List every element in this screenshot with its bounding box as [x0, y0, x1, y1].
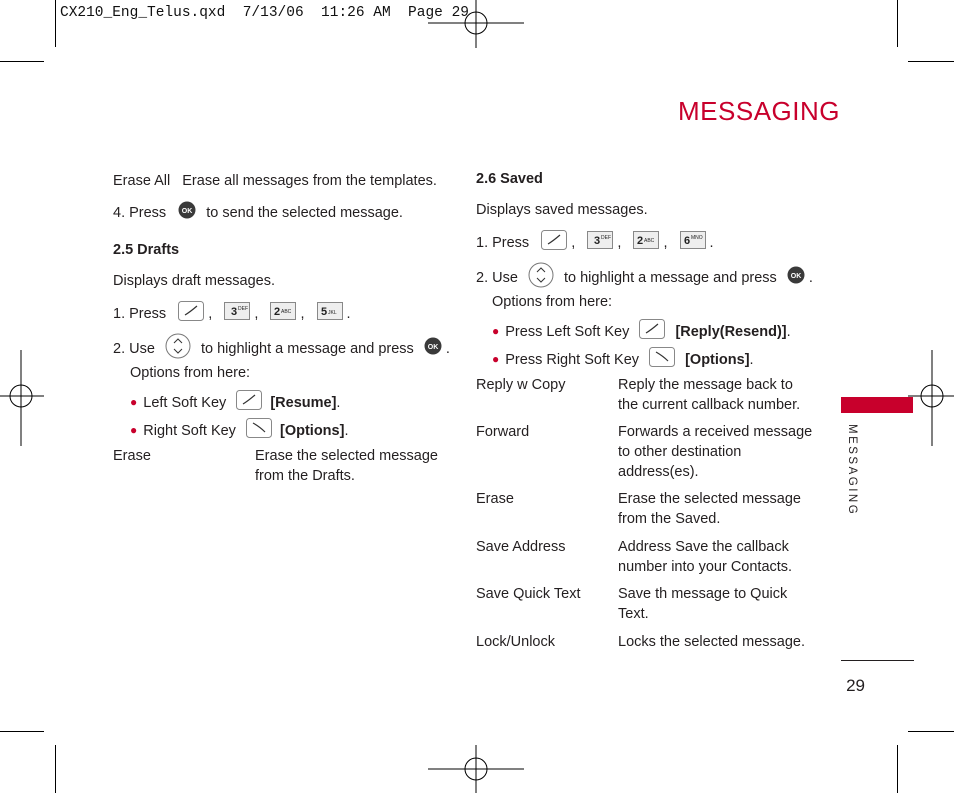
drafts-bullet-1-action: [Resume]	[270, 394, 337, 411]
key-6-digit: 6	[683, 235, 690, 247]
ok-key-icon	[424, 337, 442, 361]
option-label-lock-unlock: Lock/Unlock	[476, 634, 555, 650]
drafts-bullet-2-action: [Options]	[280, 422, 345, 439]
drafts-step-2-mid: to highlight a message and press	[200, 340, 414, 357]
crop-mark	[908, 61, 954, 62]
step-4	[113, 201, 403, 225]
ok-key-label: OK	[427, 344, 439, 351]
drafts-step-1: 1. Press , 3 DEF , 2 ABC , 5 JKL .	[113, 301, 351, 327]
crop-mark	[908, 731, 954, 732]
drafts-erase-desc	[255, 446, 438, 486]
crop-mark	[897, 0, 898, 47]
option-desc-line: Save th message to Quick	[618, 586, 788, 602]
saved-step-1-text: 1. Press	[476, 234, 530, 251]
option-label-save-quick-text: Save Quick Text	[476, 586, 581, 602]
saved-intro: Displays saved messages.	[476, 202, 648, 218]
saved-step-2-text: 2. Use	[476, 269, 518, 286]
key-3-letters: DEF	[238, 306, 249, 312]
drafts-step-2: 2. Use to highlight a message and press OK .	[113, 333, 450, 365]
drafts-heading: 2.5 Drafts	[113, 242, 180, 258]
crop-mark	[897, 745, 898, 793]
left-soft-key-icon	[178, 301, 204, 327]
option-desc-line: Text.	[618, 606, 649, 622]
saved-bullet-1-text: Press Left Soft Key	[505, 323, 630, 340]
page-title: MESSAGING	[678, 96, 840, 126]
bullet-icon: ●	[130, 422, 138, 437]
option-desc-line: Locks the selected message.	[618, 634, 805, 650]
page-number-rule	[841, 660, 914, 661]
option-desc-line: Address Save the callback	[618, 539, 789, 555]
key-2-icon	[633, 231, 659, 255]
option-desc-line: number into your Contacts.	[618, 559, 793, 575]
saved-heading: 2.6 Saved	[476, 171, 543, 187]
crop-mark	[55, 745, 56, 793]
key-5-letters: JKL	[327, 310, 337, 316]
option-label-erase: Erase	[476, 491, 514, 507]
key-3-digit: 3	[231, 306, 238, 318]
ok-key-icon	[787, 266, 805, 290]
key-3-digit: 3	[594, 235, 601, 247]
saved-bullet-2-action: [Options]	[685, 351, 750, 368]
ok-key-label: OK	[181, 208, 193, 215]
option-desc-line: Erase the selected message	[618, 491, 801, 507]
crop-mark	[0, 61, 44, 62]
key-2-icon	[270, 302, 296, 326]
step-4-text: 4. Press	[113, 204, 167, 221]
saved-bullet-1-action: [Reply(Resend)]	[675, 323, 787, 340]
key-6-icon	[680, 231, 706, 255]
crop-mark	[55, 0, 56, 47]
drafts-bullet-2-text: Right Soft Key	[143, 422, 236, 439]
option-label-forward: Forward	[476, 424, 530, 440]
key-5-icon	[317, 302, 343, 326]
ok-key-icon	[178, 201, 196, 225]
key-2-digit: 2	[637, 235, 644, 247]
option-desc-save-address	[618, 537, 792, 577]
key-3-letters: DEF	[601, 235, 612, 241]
option-desc-save-quick-text	[618, 584, 787, 624]
option-desc-erase	[618, 489, 801, 529]
page-number: 29	[846, 676, 865, 695]
drafts-step-2-text: 2. Use	[113, 340, 155, 357]
drafts-bullet-2: ● Right Soft Key [Options].	[130, 418, 348, 444]
option-desc-forward	[618, 422, 812, 482]
right-soft-key-icon	[649, 347, 675, 373]
option-desc-line: to other destination	[618, 444, 742, 460]
bullet-icon: ●	[130, 394, 138, 409]
saved-step-2-mid: to highlight a message and press	[563, 269, 777, 286]
saved-step-1: 1. Press , 3 DEF , 2 ABC , 6 MNO .	[476, 230, 714, 256]
erase-all-desc: Erase all messages from the templates.	[182, 173, 437, 189]
right-soft-key-icon	[246, 418, 272, 444]
key-3-icon	[587, 231, 613, 255]
key-2-letters: ABC	[644, 238, 655, 244]
drafts-bullet-1: ● Left Soft Key [Resume].	[130, 390, 340, 416]
drafts-options-label: Options from here:	[130, 365, 251, 381]
crop-mark	[0, 731, 44, 732]
option-label-save-address: Save Address	[476, 539, 566, 555]
option-desc-lock-unlock	[618, 632, 805, 652]
ok-key-label: OK	[790, 273, 802, 280]
navigation-key-icon	[528, 262, 554, 294]
bullet-icon: ●	[492, 323, 500, 338]
drafts-step-1-text: 1. Press	[113, 305, 167, 322]
erase-all-row	[113, 171, 437, 191]
key-3-icon	[224, 302, 250, 326]
drafts-intro: Displays draft messages.	[113, 273, 275, 289]
registration-mark-left	[0, 350, 44, 446]
option-desc-line: address(es).	[618, 464, 699, 480]
saved-options-label: Options from here:	[492, 294, 613, 310]
left-soft-key-icon	[236, 390, 262, 416]
key-2-digit: 2	[274, 306, 281, 318]
erase-all-label: Erase All	[113, 173, 171, 189]
option-desc-line: Reply the message back to	[618, 377, 793, 393]
key-2-letters: ABC	[281, 309, 292, 315]
file-header: CX210_Eng_Telus.qxd 7/13/06 11:26 AM Page 29	[60, 5, 469, 21]
bullet-icon: ●	[492, 351, 500, 366]
key-6-letters: MNO	[690, 235, 703, 241]
key-5-digit: 5	[320, 306, 327, 318]
option-desc-line: from the Saved.	[618, 511, 721, 527]
saved-bullet-1: ● Press Left Soft Key [Reply(Resend)].	[492, 319, 791, 345]
drafts-bullet-1-text: Left Soft Key	[143, 394, 227, 411]
registration-mark-right	[908, 350, 954, 446]
step-4-text-end: to send the selected message.	[206, 204, 403, 221]
navigation-key-icon	[165, 333, 191, 365]
left-soft-key-icon	[639, 319, 665, 345]
saved-step-2: 2. Use to highlight a message and press OK .	[476, 262, 813, 294]
option-label-reply-w-copy: Reply w Copy	[476, 377, 566, 393]
drafts-erase-label: Erase	[113, 448, 151, 464]
saved-bullet-2-text: Press Right Soft Key	[505, 351, 640, 368]
drafts-erase-desc-line: Erase the selected message	[255, 448, 438, 464]
option-desc-line: Forwards a received message	[618, 424, 813, 440]
drafts-erase-desc-line: from the Drafts.	[255, 468, 355, 484]
registration-mark-bottom	[428, 745, 524, 793]
option-desc-reply-w-copy	[618, 375, 800, 415]
left-soft-key-icon	[541, 230, 567, 256]
section-tab-bar	[841, 397, 913, 413]
option-desc-line: the current callback number.	[618, 397, 801, 413]
section-tab-label: MESSAGING	[846, 424, 858, 517]
saved-bullet-2: ● Press Right Soft Key [Options].	[492, 347, 754, 373]
